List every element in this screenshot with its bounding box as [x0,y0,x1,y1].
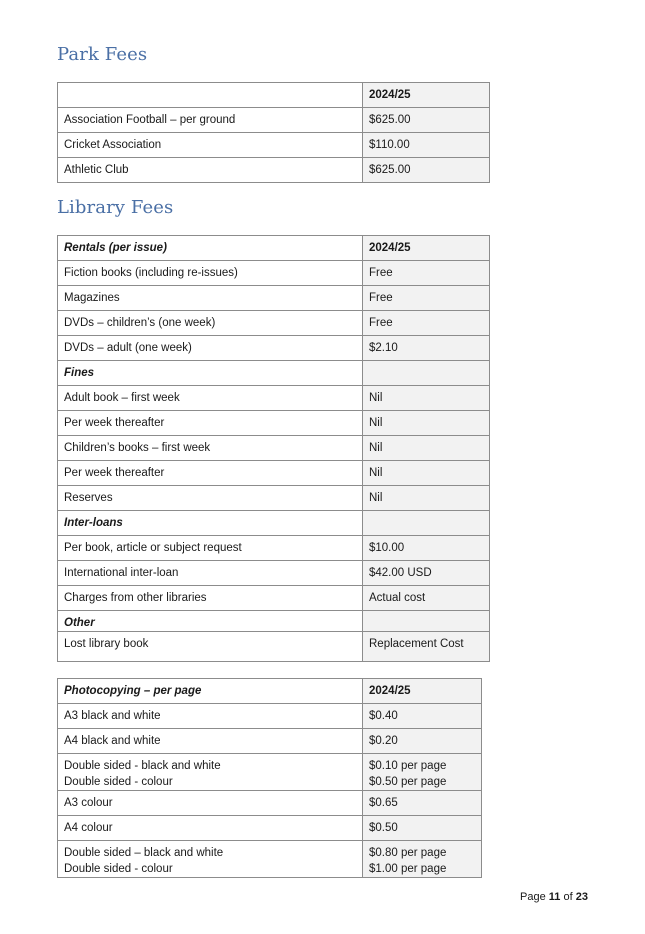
table-row [58,791,482,816]
fee-value-cell: Nil [363,486,490,511]
table-row [58,841,482,878]
fee-value-line: $0.10 per page [369,760,447,772]
fee-item-cell [58,841,363,878]
fee-item-cell: A4 black and white [58,729,363,754]
fee-item-cell: Association Football – per ground [58,108,363,133]
fee-value-cell: $0.40 [363,704,482,729]
table-row [58,816,482,841]
section-label-cell: Inter-loans [58,511,363,536]
fee-value-cell: $625.00 [363,108,490,133]
fee-item-cell: A3 colour [58,791,363,816]
fee-value-line: $1.00 per page [369,863,447,875]
fee-value-cell: $0.20 [363,729,482,754]
table-row [58,336,490,361]
fee-item-cell: Per week thereafter [58,411,363,436]
fee-item-cell: Children’s books – first week [58,436,363,461]
section-row [58,611,490,632]
fee-value-cell: $0.65 [363,791,482,816]
library-fees-heading: Library Fees [57,197,174,218]
fee-value-cell: Actual cost [363,586,490,611]
table-row [58,704,482,729]
table-row [58,436,490,461]
fee-value-cell: $110.00 [363,133,490,158]
fee-value-cell [363,754,482,791]
fee-value-cell [363,361,490,386]
table-header-row [58,236,490,261]
fee-value-cell: $10.00 [363,536,490,561]
table-row [58,386,490,411]
fee-item-cell: Cricket Association [58,133,363,158]
page-number [520,891,588,903]
fee-item-cell: DVDs – children’s (one week) [58,311,363,336]
table-row [58,729,482,754]
fee-value-cell: Free [363,311,490,336]
table-header-row [58,679,482,704]
fee-item-cell: Per week thereafter [58,461,363,486]
fee-item-cell: Reserves [58,486,363,511]
fee-value-cell: Nil [363,461,490,486]
fee-item-cell: Fiction books (including re-issues) [58,261,363,286]
section-label-cell: Other [58,611,363,632]
fee-item-line: Double sided - black and white [64,760,221,772]
park-fees-table [57,82,490,183]
fee-item-cell: Adult book – first week [58,386,363,411]
table-row [58,158,490,183]
header-year-cell: 2024/25 [363,236,490,261]
section-row [58,511,490,536]
fee-value-cell: $2.10 [363,336,490,361]
fee-value-line: $0.80 per page [369,847,447,859]
table-row [58,486,490,511]
header-cell: Photocopying – per page [58,679,363,704]
fee-value-cell: Replacement Cost [363,632,490,662]
fee-value-cell [363,611,490,632]
page-current: 11 [548,891,561,903]
fee-item-cell: Per book, article or subject request [58,536,363,561]
table-row [58,632,490,662]
table-row [58,586,490,611]
photocopying-fees-table [57,678,482,878]
library-fees-table [57,235,490,662]
fee-value-cell: Nil [363,386,490,411]
fee-value-cell: $0.50 [363,816,482,841]
fee-value-cell: Free [363,261,490,286]
fee-value-line: $0.50 per page [369,776,447,788]
fee-item-cell: Lost library book [58,632,363,662]
fee-item-cell: Charges from other libraries [58,586,363,611]
fee-item-cell: Magazines [58,286,363,311]
table-row [58,108,490,133]
table-row [58,311,490,336]
fee-item-line: Double sided - colour [64,776,173,788]
header-cell: Rentals (per issue) [58,236,363,261]
fee-value-cell: Nil [363,436,490,461]
table-row [58,561,490,586]
fee-value-cell: Free [363,286,490,311]
table-row [58,133,490,158]
page-label: Page [520,891,546,903]
table-row [58,536,490,561]
fee-item-cell: Athletic Club [58,158,363,183]
header-year-cell: 2024/25 [363,83,490,108]
fee-item-cell: International inter-loan [58,561,363,586]
table-row [58,754,482,791]
fee-item-cell [58,754,363,791]
fee-value-cell [363,511,490,536]
page-total: 23 [575,891,588,903]
page-of-label: of [563,891,573,903]
table-row [58,286,490,311]
section-label-cell: Fines [58,361,363,386]
header-cell [58,83,363,108]
fee-value-cell: Nil [363,411,490,436]
fee-value-cell [363,841,482,878]
fee-item-cell: DVDs – adult (one week) [58,336,363,361]
table-row [58,411,490,436]
fee-value-cell: $625.00 [363,158,490,183]
table-row [58,261,490,286]
fee-item-line: Double sided - colour [64,863,173,875]
header-year-cell: 2024/25 [363,679,482,704]
fee-item-cell: A3 black and white [58,704,363,729]
fee-value-cell: $42.00 USD [363,561,490,586]
table-header-row [58,83,490,108]
fee-item-line: Double sided – black and white [64,847,224,859]
table-row [58,461,490,486]
section-row [58,361,490,386]
fee-item-cell: A4 colour [58,816,363,841]
park-fees-heading: Park Fees [57,44,148,65]
